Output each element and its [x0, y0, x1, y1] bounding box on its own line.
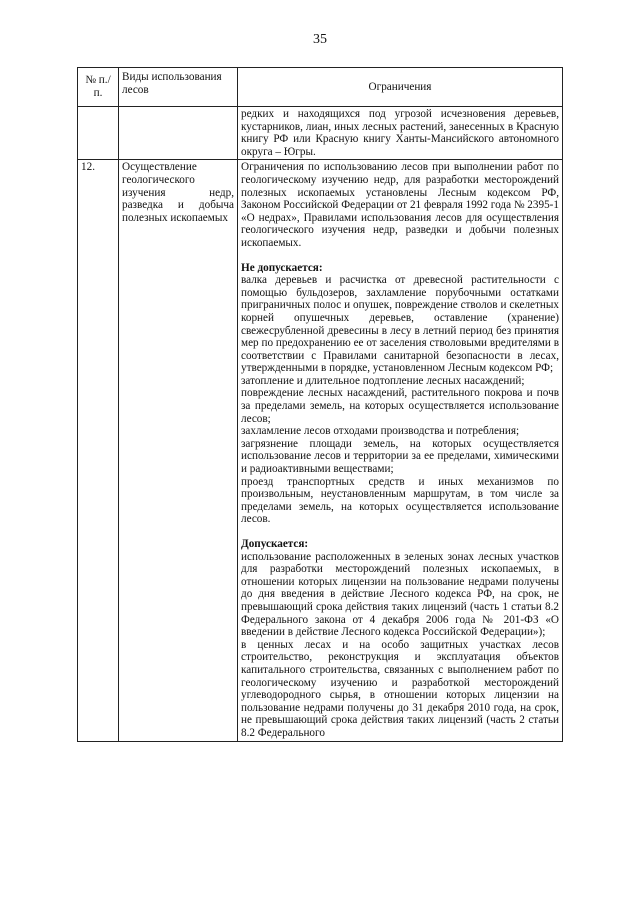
continued-row — [78, 107, 563, 160]
allowed-item: использование расположенных в зеленых зонах лесных участков для разработки месторождений полезных ископаемых, в отношении которых лицензии на пользование недрами получены до дня введения в действие Лесного кодекса РФ, на срок, не превышающий срока действия таких лицензий (часть 1 статьи 8.2 Федерального закона от 4 декабря 2006 года № 201-ФЗ «О введении в действие Лесного кодекса Российской Федерации»); — [241, 550, 559, 639]
header-number: № п./п. — [78, 68, 119, 107]
prohibited-item: валка деревьев и расчистка от древесной растительности с помощью бульдозеров, захламление порубочными остатками приграничных полос и опушек, повреждение стволов и скелетных корней опушечных деревьев, оставление (хранение) свежесрубленной древесины в лесу в летний период без принятия мер по предохранению ее от заселения стволовыми вредителями в соответствии с Правилами санитарной безопасности в лесах, утвержденными в порядке, установленном Лесным кодексом РФ; — [241, 274, 559, 375]
row-number: 12. — [78, 160, 119, 741]
prohibited-item: захламление лесов отходами производства и потребления; — [241, 425, 520, 438]
prohibited-item: повреждение лесных насаждений, растительного покрова и почв за пределами земель, на которых осуществляется использование лесов; — [241, 387, 559, 425]
row-use-type: Осуществление геологического изучения недр, разведка и добыча полезных ископаемых — [119, 160, 238, 741]
prohibited-item: затопление и длительное подтопление лесных насаждений; — [241, 374, 525, 387]
allowed-heading: Допускается: — [241, 538, 309, 550]
table-header-row — [78, 68, 563, 107]
allowed-item: в ценных лесах и на особо защитных участках лесов строительство, реконструкция и эксплуатация объектов капитального строительства, связанных с выполнением работ по геологическому изучению и разработкой месторождений углеводородного сырья, в отношении которых лицензии на пользование недрами получены до 31 декабря 2010 года, на срок, не превышающий срока действия таких лицензий (часть 2 статьи 8.2 Федерального — [241, 638, 559, 739]
continued-row-number — [78, 107, 119, 160]
header-restrictions: Ограничения — [238, 68, 563, 107]
continued-row-text: редких и находящихся под угрозой исчезновения деревьев, кустарников, лиан, иных лесных растений, занесенных в Красную книгу РФ или Красную книгу Ханты-Мансийского автономного округа – Югры. — [238, 107, 563, 160]
prohibited-item: проезд транспортных средств и иных механизмов по произвольным, неустановленным маршрутам, в том числе за пределами земель, на которых осуществляется использование лесов. — [241, 475, 559, 526]
header-use-type: Виды использования лесов — [119, 68, 238, 107]
prohibited-item: загрязнение площади земель, на которых осуществляется использование лесов и территории за ее пределами, химическими и радиоактивными веществами; — [241, 437, 559, 476]
page-number: 35 — [313, 32, 327, 47]
restrictions-intro: Ограничения по использованию лесов при выполнении работ по геологическому изучению недр, для разработки месторождений полезных ископаемых установлены Лесным кодексом РФ, Законом Российской Федерации от 21 февраля 1992 года № 2395-1 «О недрах», Правилами использования лесов для осуществления геологического изучения недр, разведки и добычи полезных ископаемых. — [241, 161, 560, 249]
row-restrictions-cell — [238, 160, 563, 741]
spacer — [241, 526, 559, 538]
spacer — [241, 250, 559, 262]
table-row-12 — [78, 160, 563, 741]
prohibited-heading: Не допускается: — [241, 261, 323, 274]
restrictions-table — [77, 67, 563, 742]
continued-row-type — [119, 107, 238, 160]
